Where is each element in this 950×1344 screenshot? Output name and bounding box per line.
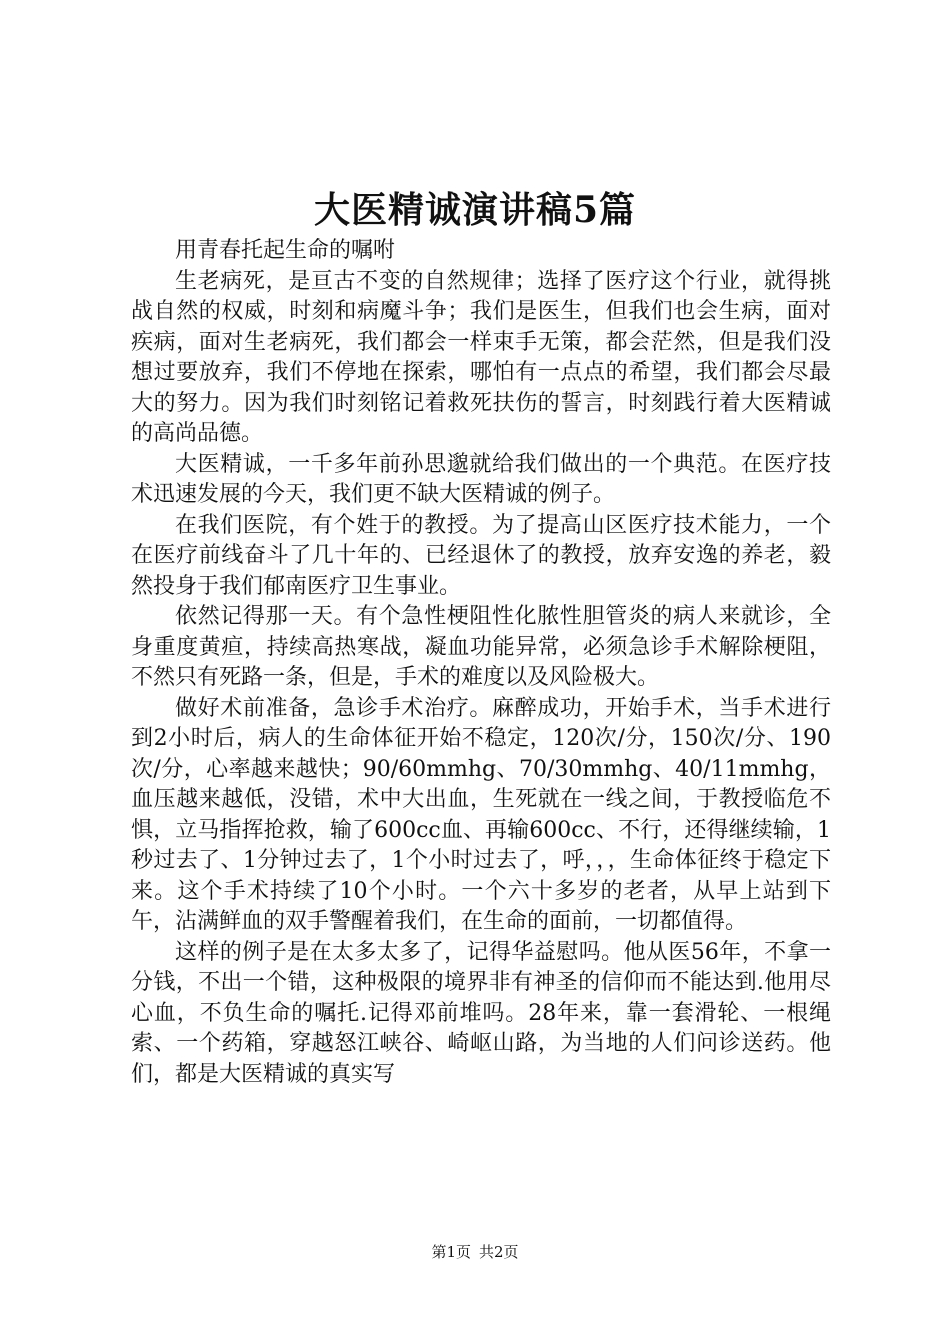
document-title: 大医精诚演讲稿5篇 (313, 189, 637, 231)
page-number: 第1页 (431, 1243, 471, 1261)
page-total: 共2页 (479, 1243, 519, 1261)
paragraph: 大医精诚，一千多年前孙思邈就给我们做出的一个典范。在医疗技术迅速发展的今天，我们更不缺大医精诚的例子。 (131, 451, 831, 507)
paragraph: 这样的例子是在太多太多了，记得华益慰吗。他从医56年，不拿一分钱，不出一个错，这种极限的境界非有神圣的信仰而不能达到.他用尽心血，不负生命的嘱托.记得邓前堆吗。28年来，靠一套滑轮、一根绳索、一个药箱，穿越怒江峡谷、崎岖山路，为当地的人们问诊送药。他们，都是大医精诚的真实写 (131, 939, 831, 1087)
paragraph: 生老病死，是亘古不变的自然规律；选择了医疗这个行业，就得挑战自然的权威，时刻和病魔斗争；我们是医生，但我们也会生病，面对疾病，面对生老病死，我们都会一样束手无策，都会茫然，但是我们没想过要放弃，我们不停地在探索，哪怕有一点点的希望，我们都会尽最大的努力。因为我们时刻铭记着救死扶伤的誓言，时刻践行着大医精诚的高尚品德。 (131, 268, 831, 446)
paragraph: 做好术前准备，急诊手术治疗。麻醉成功，开始手术，当手术进行到2小时后，病人的生命体征开始不稳定，120次/分，150次/分、190次/分，心率越来越快；90/60mmhg、70/30mmhg、40/11mmhg，血压越来越低，没错，术中大出血，生死就在一线之间，于教授临危不惧，立马指挥抢救，输了600cc血、再输600cc、不行，还得继续输，1秒过去了、1分钟过去了，1个小时过去了，呼，，，生命体征终于稳定下来。这个手术持续了10个小时。一个六十多岁的老者，从早上站到下午，沾满鲜血的双手警醒着我们，在生命的面前，一切都值得。 (131, 695, 831, 934)
document-subtitle: 用青春托起生命的嘱咐 (175, 238, 396, 263)
document-body (131, 236, 831, 1090)
page-footer (0, 1242, 950, 1262)
paragraph: 依然记得那一天。有个急性梗阻性化脓性胆管炎的病人来就诊，全身重度黄疸，持续高热寒战，凝血功能异常，必须急诊手术解除梗阻，不然只有死路一条，但是，手术的难度以及风险极大。 (131, 604, 831, 690)
paragraph: 在我们医院，有个姓于的教授。为了提高山区医疗技术能力，一个在医疗前线奋斗了几十年的、已经退休了的教授，放弃安逸的养老，毅然投身于我们郁南医疗卫生事业。 (131, 512, 831, 599)
